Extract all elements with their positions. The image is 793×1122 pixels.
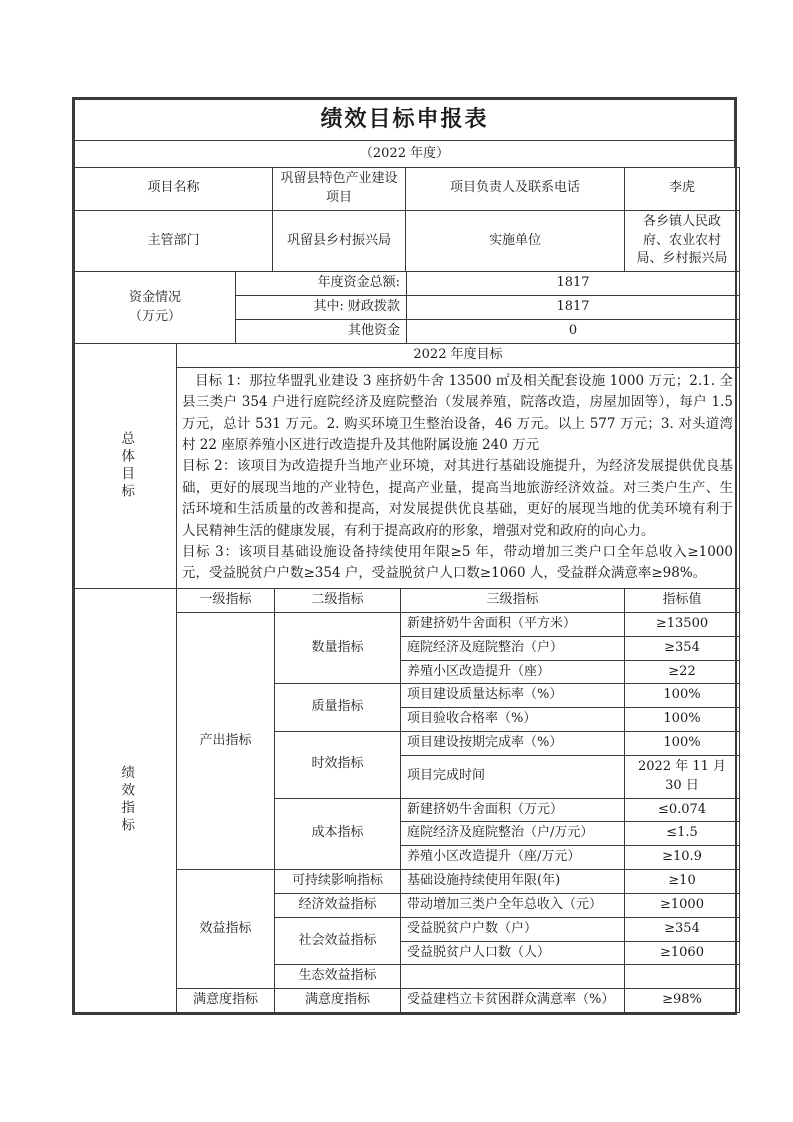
level2-indicator-cell: 满意度指标	[275, 989, 401, 1013]
form-title: 绩效目标申报表	[75, 100, 735, 141]
impl-value: 各乡镇人民政府、农业农村局、乡村振兴局	[625, 210, 740, 272]
level2-indicator-cell: 质量指标	[275, 684, 401, 732]
overall-goal-side-text: 总体目标	[118, 430, 135, 501]
indicator-value-cell: 100%	[625, 684, 740, 708]
level1-indicator-cell: 效益指标	[177, 870, 275, 989]
project-name-label: 项目名称	[75, 168, 273, 211]
indicator-value-cell: 100%	[625, 732, 740, 756]
goal-text-cell	[177, 367, 740, 588]
dept-value: 巩留县乡村振兴局	[273, 210, 406, 272]
project-name-value: 巩留县特色产业建设项目	[273, 168, 406, 211]
indicators-section	[74, 588, 740, 1013]
header-level1: 一级指标	[177, 588, 275, 612]
indicator-value-cell: 100%	[625, 708, 740, 732]
performance-target-form	[72, 97, 737, 1015]
goal-paragraph-3: 目标 3：该项目基础设施设备持续使用年限≥5 年，带动增加三类户口全年总收入≥1000 元，受益脱贫户户数≥354 户，受益脱贫户人口数≥1060 人，受益群众满意率≥98%。	[182, 544, 733, 582]
indicator-value-cell: ≥22	[625, 660, 740, 684]
indicators-side-text: 绩效指标	[118, 765, 135, 836]
funds-total-label: 年度资金总额:	[236, 272, 407, 296]
header-level2: 二级指标	[275, 588, 401, 612]
level3-indicator-cell: 养殖小区改造提升（座）	[401, 660, 625, 684]
level3-indicator-cell: 养殖小区改造提升（座/万元）	[401, 846, 625, 870]
indicator-value-cell: ≥1000	[625, 893, 740, 917]
level3-indicator-cell: 庭院经济及庭院整治（户/万元）	[401, 822, 625, 846]
form-year: （2022 年度）	[75, 141, 735, 168]
indicator-value-cell: ≥98%	[625, 989, 740, 1013]
indicator-value-cell: 2022 年 11 月 30 日	[625, 755, 740, 798]
level3-indicator-cell: 受益脱贫户户数（户）	[401, 917, 625, 941]
header-value: 指标值	[625, 588, 740, 612]
indicator-value-cell: ≤0.074	[625, 798, 740, 822]
indicator-value-cell: ≥10.9	[625, 846, 740, 870]
annual-goal-header: 2022 年度目标	[177, 343, 740, 367]
level2-indicator-cell: 时效指标	[275, 732, 401, 799]
indicator-value-cell: ≥1060	[625, 941, 740, 965]
level3-indicator-cell: 庭院经济及庭院整治（户）	[401, 636, 625, 660]
level3-indicator-cell: 新建挤奶牛舍面积（万元）	[401, 798, 625, 822]
indicator-value-cell: ≥13500	[625, 612, 740, 636]
level2-indicator-cell: 社会效益指标	[275, 917, 401, 965]
level2-indicator-cell: 可持续影响指标	[275, 870, 401, 894]
manager-label: 项目负责人及联系电话	[406, 168, 625, 211]
level3-indicator-cell: 新建挤奶牛舍面积（平方米）	[401, 612, 625, 636]
indicator-value-cell: ≥354	[625, 917, 740, 941]
funds-fiscal-label: 其中: 财政拨款	[236, 296, 407, 320]
funds-section	[74, 271, 740, 344]
funds-fiscal-value: 1817	[407, 296, 740, 320]
funds-other-value: 0	[407, 320, 740, 344]
title-section	[74, 99, 735, 168]
indicator-value-cell: ≥354	[625, 636, 740, 660]
indicator-value-cell	[625, 965, 740, 989]
level2-indicator-cell: 经济效益指标	[275, 893, 401, 917]
funds-label-line1: 资金情况	[128, 289, 181, 305]
impl-label: 实施单位	[406, 210, 625, 272]
overall-goal-side-label	[75, 343, 177, 588]
level3-indicator-cell: 基础设施持续使用年限(年)	[401, 870, 625, 894]
level3-indicator-cell: 受益建档立卡贫困群众满意率（%）	[401, 989, 625, 1013]
level3-indicator-cell	[401, 965, 625, 989]
project-info-section	[74, 167, 740, 272]
funds-label-line2: （万元）	[128, 308, 181, 324]
indicator-value-cell: ≥10	[625, 870, 740, 894]
level2-indicator-cell: 成本指标	[275, 798, 401, 870]
level3-indicator-cell: 项目完成时间	[401, 755, 625, 798]
manager-value: 李虎	[625, 168, 740, 211]
dept-label: 主管部门	[75, 210, 273, 272]
funds-total-value: 1817	[407, 272, 740, 296]
header-level3: 三级指标	[401, 588, 625, 612]
funds-other-label: 其他资金	[236, 320, 407, 344]
funds-label	[75, 272, 236, 344]
level3-indicator-cell: 项目验收合格率（%）	[401, 708, 625, 732]
indicator-value-cell: ≤1.5	[625, 822, 740, 846]
overall-goal-section	[74, 343, 740, 589]
goal-paragraph-2: 目标 2：该项目为改造提升当地产业环境，对其进行基础设施提升，为经济发展提供优良基础，更好的展现当地的产业特色，提高产业量，提高当地旅游经济效益。对三类户生产、生活环境和生活质量的改善和提高，对发展提供优良基础，更好的展现当地的优美环境有利于人民精神生活的健康发展，有利于提高政府的形象，增强对党和政府的向心力。	[182, 458, 733, 539]
indicator-body	[75, 588, 740, 1012]
level3-indicator-cell: 项目建设按期完成率（%）	[401, 732, 625, 756]
level2-indicator-cell: 生态效益指标	[275, 965, 401, 989]
level1-indicator-cell: 满意度指标	[177, 989, 275, 1013]
level3-indicator-cell: 带动增加三类户全年总收入（元）	[401, 893, 625, 917]
indicators-side-label	[75, 588, 177, 1012]
level3-indicator-cell: 受益脱贫户人口数（人）	[401, 941, 625, 965]
level2-indicator-cell: 数量指标	[275, 612, 401, 684]
goal-paragraph-1: 目标 1：那拉华盟乳业建设 3 座挤奶牛舍 13500 ㎡及相关配套设施 1000 万元；2.1. 全县三类户 354 户进行庭院经济及庭院整治（发展养殖，院落改造，房屋加固等），每户 1.5 万元，总计 531 万元。2. 购买环境卫生整治设备，46 万元。以上 577 万元；3. 对头道湾村 22 座原养殖小区进行改造提升及其他附属设施 240 万元	[182, 372, 733, 453]
level3-indicator-cell: 项目建设质量达标率（%）	[401, 684, 625, 708]
level1-indicator-cell: 产出指标	[177, 612, 275, 869]
